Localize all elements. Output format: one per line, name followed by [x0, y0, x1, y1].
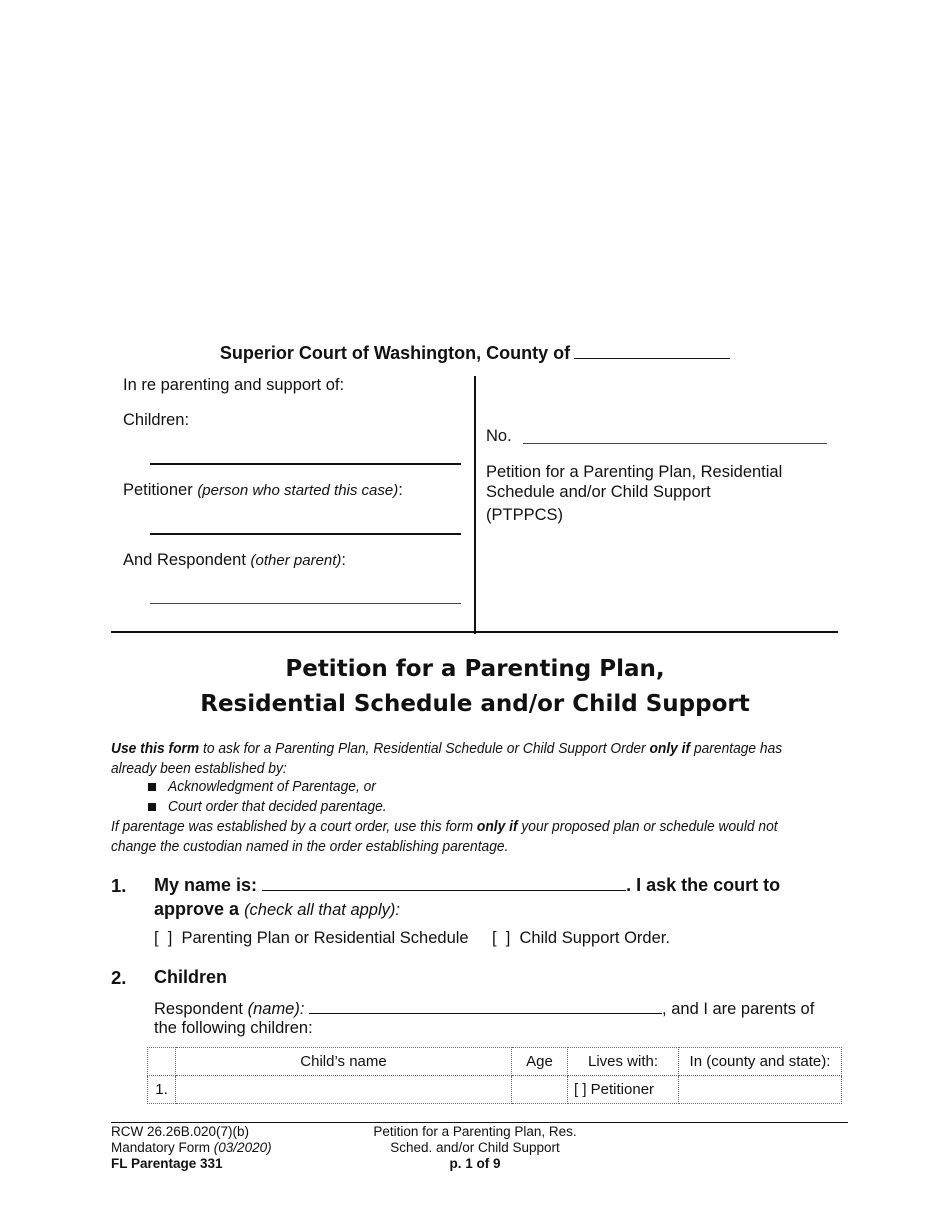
document-code: (PTPPCS) — [486, 506, 564, 524]
page-title-line2: Residential Schedule and/or Child Support — [200, 691, 750, 717]
footer-left: RCW 26.26B.020(7)(b) Mandatory Form (03/2020) FL Parentage 331 — [111, 1124, 272, 1171]
bullet-court-order: Court order that decided parentage. — [168, 798, 387, 815]
case-no-label: No. — [486, 427, 512, 445]
footer-center: Petition for a Parenting Plan, Res. Sched. and/or Child Support p. 1 of 9 — [373, 1124, 577, 1171]
county-state-cell[interactable] — [679, 1076, 842, 1104]
court-title: Superior Court of Washington, County of — [0, 343, 950, 364]
document-title: Petition for a Parenting Plan, Residential Schedule and/or Child Support — [486, 463, 783, 501]
bullet-marker — [148, 783, 156, 791]
option-child-support-checkbox[interactable]: [ ] Child Support Order. — [492, 929, 670, 947]
in-re-label: In re parenting and support of: — [123, 376, 345, 394]
intro-paragraph: Use this form to ask for a Parenting Plan, Residential Schedule or Child Support Order only if parentage has already been established by: — [111, 740, 783, 777]
caption-divider — [474, 376, 476, 634]
lives-with-petitioner-checkbox[interactable]: [ ] Petitioner — [568, 1076, 679, 1104]
children-table — [147, 1047, 842, 1104]
county-blank[interactable] — [574, 344, 730, 359]
petitioner-label: Petitioner (person who started this case): — [123, 481, 403, 499]
table-header-row — [148, 1048, 842, 1076]
section-1-name-line: My name is: . I ask the court to — [154, 875, 781, 895]
case-number-blank[interactable] — [523, 443, 827, 444]
child-name-cell[interactable] — [176, 1076, 512, 1104]
respondent-blank[interactable] — [150, 603, 461, 604]
petitioner-blank[interactable] — [150, 533, 461, 535]
children-blank[interactable] — [150, 463, 461, 465]
section-2-number: 2. — [111, 967, 127, 988]
row-number: 1. — [148, 1076, 176, 1104]
respondent-label: And Respondent (other parent): — [123, 551, 347, 569]
intro-note: If parentage was established by a court order, use this form only if your proposed plan or schedule would not change the custodian named in the order establishing parentage. — [111, 818, 778, 855]
table-row — [148, 1076, 842, 1104]
footer-rule — [111, 1122, 848, 1123]
section-1-number: 1. — [111, 875, 127, 896]
section-1-approve: approve a (check all that apply): — [154, 899, 400, 919]
children-label: Children: — [123, 411, 190, 429]
table-header-child-name: Child’s name — [176, 1048, 512, 1076]
option-parenting-plan-checkbox[interactable]: [ ] Parenting Plan or Residential Schedule — [154, 929, 469, 947]
respondent-name-blank[interactable] — [309, 999, 662, 1014]
bullet-acknowledgment: Acknowledgment of Parentage, or — [168, 778, 376, 795]
page-title-line1: Petition for a Parenting Plan, — [285, 656, 665, 682]
table-header-num — [148, 1048, 176, 1076]
caption-bottom-rule — [111, 631, 838, 633]
table-header-age: Age — [512, 1048, 568, 1076]
age-cell[interactable] — [512, 1076, 568, 1104]
bullet-marker — [148, 803, 156, 811]
respondent-name-line: Respondent (name): , and I are parents of — [154, 1000, 815, 1018]
table-header-county-state: In (county and state): — [679, 1048, 842, 1076]
my-name-blank[interactable] — [262, 875, 626, 891]
following-children-label: the following children: — [154, 1019, 313, 1037]
section-2-title: Children — [154, 967, 228, 987]
table-header-lives-with: Lives with: — [568, 1048, 679, 1076]
